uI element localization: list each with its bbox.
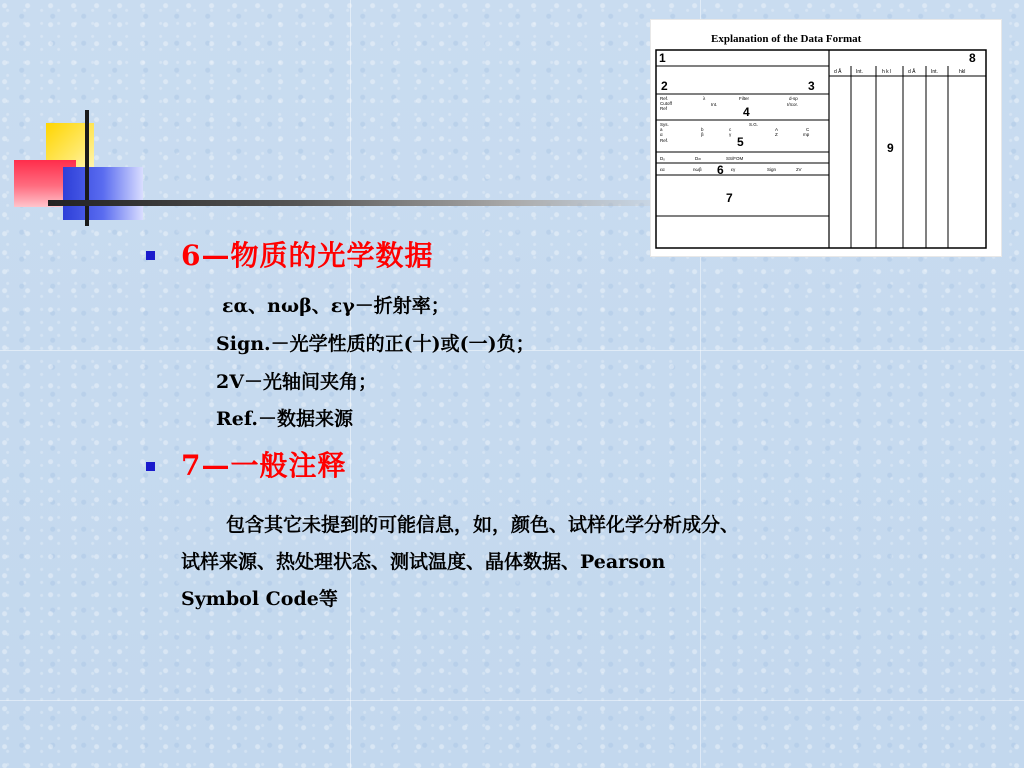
svg-text:A: A <box>775 127 779 132</box>
svg-text:γ: γ <box>729 132 732 137</box>
svg-text:I/Icor.: I/Icor. <box>787 102 799 107</box>
data-format-card-image <box>651 20 1001 256</box>
svg-text:Int.: Int. <box>931 69 938 75</box>
svg-text:α: α <box>660 132 663 137</box>
svg-text:6: 6 <box>717 163 724 177</box>
optical-sign-line: Sign.－光学性质的正(十)或(一)负； <box>216 333 535 355</box>
svg-text:d Å: d Å <box>908 69 916 75</box>
format-card-row3-labels <box>660 122 810 143</box>
background-grid-line <box>0 700 1024 701</box>
svg-text:εγ: εγ <box>731 167 736 172</box>
format-card-row4-labels <box>660 156 744 161</box>
general-comments-line-1: 包含其它未提到的可能信息，如，颜色、试样化学分析成分、 <box>226 514 740 536</box>
svg-text:λ: λ <box>703 96 706 101</box>
svg-text:2V: 2V <box>796 167 802 172</box>
general-comments-line-2: 试样来源、热处理状态、测试温度、晶体数据、Pearson <box>181 551 666 573</box>
svg-text:Dₘ: Dₘ <box>695 156 702 161</box>
format-card-title: Explanation of the Data Format <box>711 33 862 45</box>
svg-text:Z: Z <box>775 132 778 137</box>
svg-text:nωβ: nωβ <box>693 167 702 172</box>
format-card-row2-labels <box>660 96 798 111</box>
decorative-vertical-line <box>85 110 89 226</box>
svg-text:β: β <box>701 132 704 137</box>
svg-text:Dₓ: Dₓ <box>660 156 665 161</box>
svg-text:S.G.: S.G. <box>749 122 759 127</box>
decorative-blue-square <box>63 167 143 220</box>
svg-text:7: 7 <box>726 191 733 205</box>
svg-text:Ref: Ref <box>660 106 668 111</box>
svg-text:3: 3 <box>808 79 815 93</box>
svg-text:Ref.: Ref. <box>660 138 669 143</box>
bullet-icon <box>146 251 155 260</box>
svg-text:C: C <box>806 127 810 132</box>
svg-text:Cutoff: Cutoff <box>660 101 672 106</box>
svg-text:d Å: d Å <box>834 69 842 75</box>
section7-heading: 7—一般注释 <box>181 449 347 482</box>
bullet-icon <box>146 462 155 471</box>
svg-text:d-sp: d-sp <box>789 96 798 101</box>
refractive-index-line: εα、nωβ、εγ－折射率； <box>222 295 450 317</box>
svg-text:5: 5 <box>737 135 744 149</box>
section6-heading: 6—物质的光学数据 <box>181 239 434 272</box>
format-card-column-headers <box>834 68 965 75</box>
svg-text:Filter: Filter <box>739 96 749 101</box>
svg-text:Int.: Int. <box>856 69 863 75</box>
svg-text:εα: εα <box>660 167 665 172</box>
optic-axis-angle-line: 2V－光轴间夹角； <box>216 371 377 393</box>
decorative-horizontal-rule <box>48 200 668 206</box>
svg-text:mp: mp <box>803 132 810 137</box>
svg-text:c: c <box>729 127 732 132</box>
format-card-row5-labels <box>660 167 802 172</box>
data-source-line: Ref.－数据来源 <box>216 408 353 430</box>
svg-text:b: b <box>701 127 704 132</box>
svg-text:1: 1 <box>659 51 666 65</box>
svg-text:4: 4 <box>743 105 750 119</box>
svg-text:8: 8 <box>969 51 976 65</box>
general-comments-paragraph <box>181 507 1011 618</box>
svg-text:a: a <box>660 127 663 132</box>
svg-text:hkl: hkl <box>959 69 966 75</box>
svg-text:9: 9 <box>887 141 894 155</box>
svg-text:2: 2 <box>661 79 668 93</box>
svg-text:Sys.: Sys. <box>660 122 669 127</box>
svg-text:SS/FOM: SS/FOM <box>726 156 744 161</box>
svg-text:h k l: h k l <box>882 69 892 75</box>
format-card-block-numbers <box>659 51 976 205</box>
svg-text:Sign: Sign <box>767 167 777 172</box>
format-card-frame <box>656 50 986 248</box>
svg-text:Int.: Int. <box>711 102 718 107</box>
svg-text:Ref.: Ref. <box>660 96 669 101</box>
general-comments-line-3: Symbol Code等 <box>181 588 338 610</box>
